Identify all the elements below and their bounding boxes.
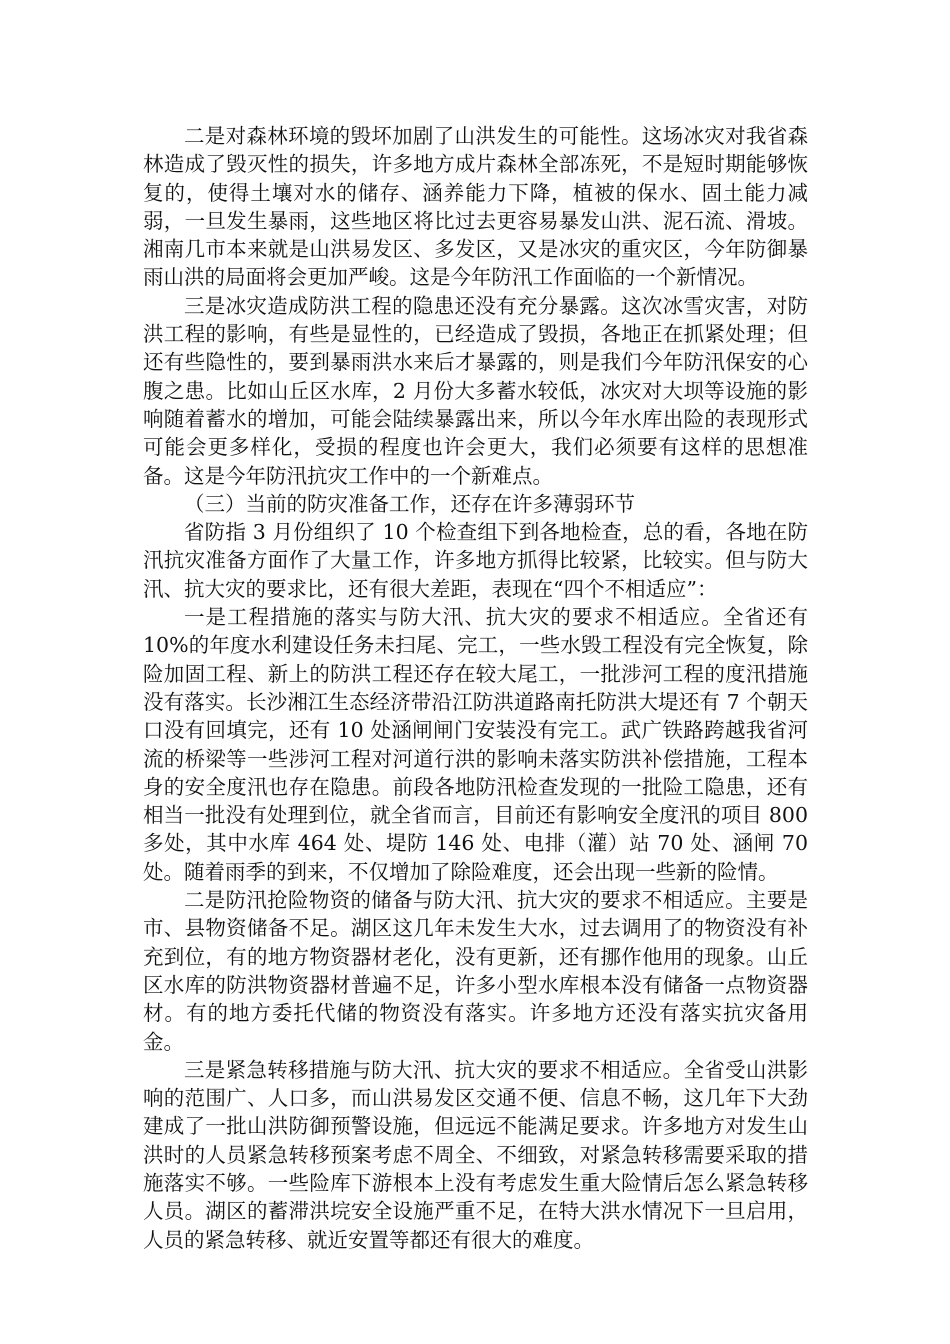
paragraph-emergency-evacuation: 三是紧急转移措施与防大汛、抗大灾的要求不相适应。全省受山洪影响的范围广、人口多，而山洪易发区交通不便、信息不畅，这几年下大劲建成了一批山洪防御预警设施，但远远不能满足要求。许多地方对发生山洪时的人员紧急转移预案考虑不周全、不细致，对紧急转移需要采取的措施落实不够。一些险库下游根本上没有考虑发生重大险情后怎么紧急转移人员。湖区的蓄滞洪垸安全设施严重不足，在特大洪水情况下一旦启用，人员的紧急转移、就近安置等都还有很大的难度。: [143, 1057, 808, 1252]
section-heading-weak-links: （三）当前的防灾准备工作，还存在许多薄弱环节: [184, 491, 635, 516]
paragraph-hidden-hazards: 三是冰灾造成防洪工程的隐患还没有充分暴露。这次冰雪灾害，对防洪工程的影响，有些是显性的，已经造成了毁损，各地正在抓紧处理；但还有些隐性的，要到暴雨洪水来后才暴露的，则是我们今年防汛保安的心腹之患。比如山丘区水库，2 月份大多蓄水较低，冰灾对大坝等设施的影响随着蓄水的增加，可能会陆续暴露出来，所以今年水库出险的表现形式可能会更多样化，受损的程度也许会更大，我们必须要有这样的思想准备。这是今年防汛抗灾工作中的一个新难点。: [143, 293, 808, 488]
document-body: [143, 122, 808, 1254]
paragraph-forest-damage: 二是对森林环境的毁坏加剧了山洪发生的可能性。这场冰灾对我省森林造成了毁灭性的损失，许多地方成片森林全部冻死，不是短时期能够恢复的，使得土壤对水的储存、涵养能力下降，植被的保水、固土能力减弱，一旦发生暴雨，这些地区将比过去更容易暴发山洪、泥石流、滑坡。湘南几市本来就是山洪易发区、多发区，又是冰灾的重灾区，今年防御暴雨山洪的局面将会更加严峻。这是今年防汛工作面临的一个新情况。: [143, 124, 808, 290]
paragraph-inspection-summary: 省防指 3 月份组织了 10 个检查组下到各地检查，总的看，各地在防汛抗灾准备方面作了大量工作，许多地方抓得比较紧，比较实。但与防大汛、抗大灾的要求比，还有很大差距，表现在“四个不相适应”：: [143, 520, 808, 601]
paragraph-engineering-measures: 一是工程措施的落实与防大汛、抗大灾的要求不相适应。全省还有 10%的年度水利建设任务未扫尾、完工，一些水毁工程没有完全恢复，除险加固工程、新上的防洪工程还存在较大尾工，一批涉河工程的度汛措施没有落实。长沙湘江生态经济带沿江防洪道路南托防洪大堤还有 7 个朝天口没有回填完，还有 10 处涵闸闸门安装没有完工。武广铁路跨越我省河流的桥梁等一些涉河工程对河道行洪的影响未落实防洪补偿措施，工程本身的安全度汛也存在隐患。前段各地防汛检查发现的一批险工隐患，还有相当一批没有处理到位，就全省而言，目前还有影响安全度汛的项目 800 多处，其中水库 464 处、堤防 146 处、电排（灌）站 70 处、涵闸 70 处。随着雨季的到来，不仅增加了除险难度，还会出现一些新的险情。: [143, 605, 808, 884]
paragraph-material-reserves: 二是防汛抢险物资的储备与防大汛、抗大灾的要求不相适应。主要是市、县物资储备不足。湖区这几年未发生大水，过去调用了的物资没有补充到位，有的地方物资器材老化，没有更新，还有挪作他用的现象。山丘区水库的防洪物资器材普遍不足，许多小型水库根本没有储备一点物资器材。有的地方委托代储的物资没有落实。许多地方还没有落实抗灾备用金。: [143, 888, 808, 1054]
